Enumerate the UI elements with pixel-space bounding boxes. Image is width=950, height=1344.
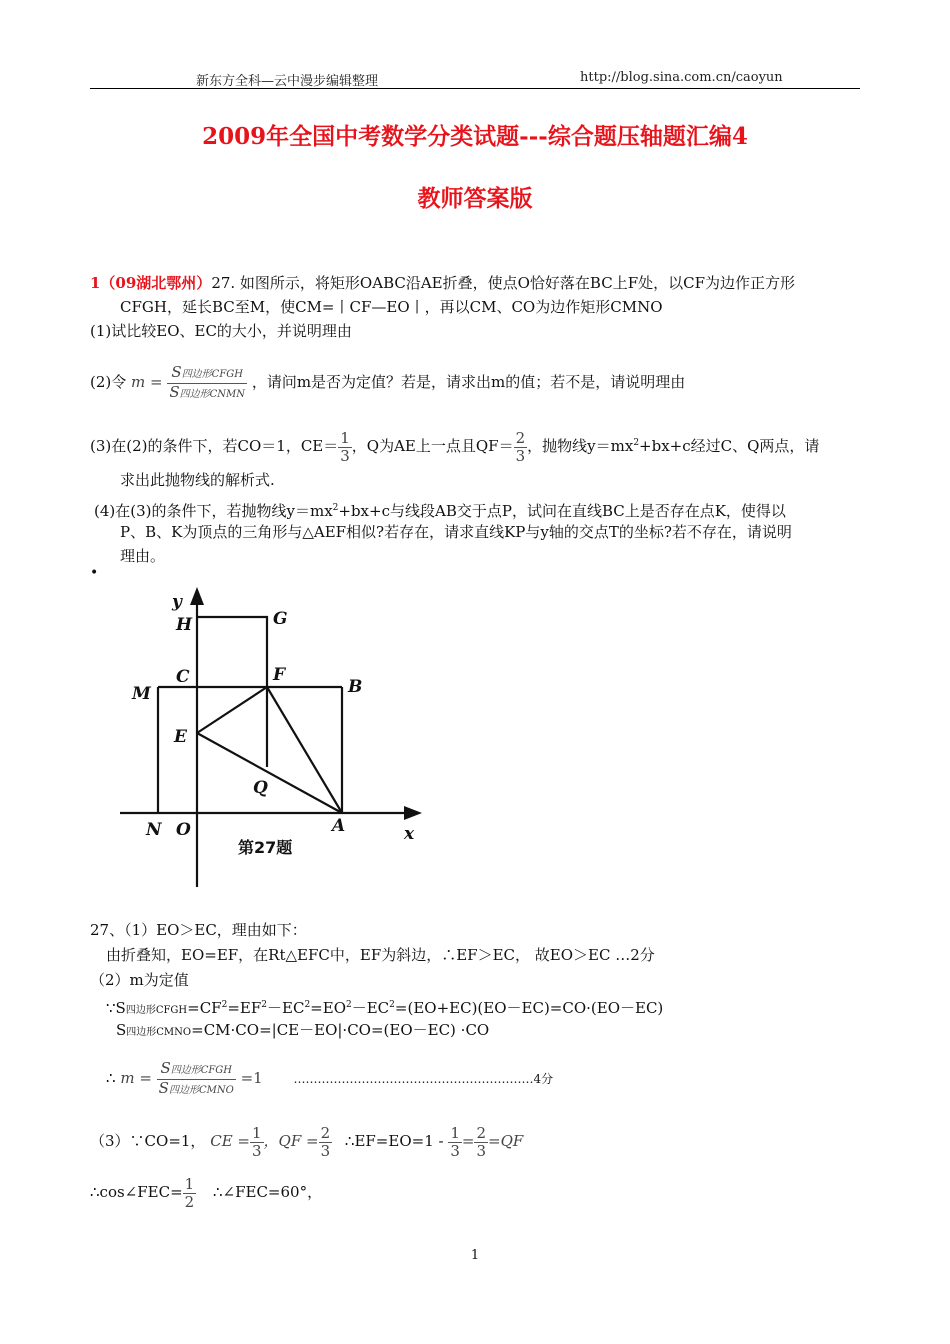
question-4-line3: 理由。 — [120, 547, 166, 565]
l8-f-d: 2 — [184, 1192, 195, 1211]
line-ef — [197, 687, 267, 733]
label-a: A — [332, 816, 346, 836]
q3-text-a: (3)在(2)的条件下，若CO＝1，CE＝ — [90, 437, 339, 455]
solution-line6 — [106, 1052, 553, 1105]
label-b: B — [348, 677, 363, 697]
l4-sub: 四边形CFGH — [125, 1005, 188, 1016]
l8-a: ∴cos∠FEC= — [90, 1183, 183, 1201]
y-axis-arrow — [190, 587, 204, 605]
frac-den-sub: 四边形CNMN — [179, 388, 246, 400]
q3-text-c: ，抛物线y＝mx — [527, 437, 634, 455]
geometry-figure — [110, 585, 440, 890]
q3-sup: 2 — [633, 438, 640, 448]
solution-line7 — [90, 1121, 523, 1161]
figure-caption: 第27题 — [238, 838, 293, 857]
l7-f4-n: 2 — [476, 1123, 487, 1142]
solution-line5 — [116, 1020, 489, 1043]
page-title: 2009年全国中考数学分类试题---综合题压轴题汇编4 — [202, 123, 748, 150]
x-axis-arrow — [404, 806, 422, 820]
frac-num-s: S — [171, 362, 182, 381]
question-1: (1)试比较EO、EC的大小，并说明理由 — [90, 322, 352, 340]
l6-eq: =1 — [240, 1069, 263, 1087]
label-x: x — [404, 824, 415, 844]
q3-f1-n: 1 — [340, 428, 350, 447]
question-2-prefix: (2)令 — [90, 373, 127, 391]
l4-e: =EO — [310, 999, 346, 1017]
l7-eq: = — [461, 1132, 475, 1150]
solution-line4 — [106, 995, 663, 1021]
l5-a: S — [116, 1021, 127, 1039]
l7-f3-d: 3 — [450, 1141, 460, 1160]
question-3-line2: 求出此抛物线的解析式. — [120, 471, 275, 489]
l6-m: m = — [120, 1069, 152, 1087]
problem-intro-line2: CFGH，延长BC至M，使CM=丨CF—EO丨，再以CM、CO为边作矩形CMNO — [120, 298, 663, 316]
line-fa — [267, 687, 342, 813]
question-4 — [94, 498, 786, 521]
q3-f2-d: 3 — [515, 446, 526, 465]
l4-s2: 2 — [261, 1000, 267, 1010]
solution-line8 — [90, 1172, 322, 1212]
label-c: C — [176, 667, 190, 687]
q4-text-a: (4)在(3)的条件下，若抛物线y＝mx — [94, 502, 333, 520]
l7-f4-d: 3 — [476, 1141, 487, 1160]
l6-num-s: S — [160, 1058, 171, 1077]
q3-frac-qf — [514, 430, 528, 465]
q4-text-b: +bx+c与线段AB交于点P，试问在直线BC上是否存在点K，使得以 — [338, 502, 786, 520]
problem-intro-text: 27. 如图所示，将矩形OABC沿AE折叠，使点O恰好落在BC上F处，以CF为边作正方形 — [211, 274, 795, 292]
solution-line3: （2）m为定值 — [90, 971, 189, 989]
l6-dots: ……………………………………………………4分 — [293, 1072, 554, 1086]
l8-b: ∴∠FEC=60°， — [212, 1183, 323, 1201]
l5-sub: 四边形CMNO — [126, 1027, 192, 1038]
square-cfgh — [197, 617, 267, 687]
header-left: 新东方全科—云中漫步编辑整理 — [196, 74, 379, 89]
l6-therefore: ∴ — [106, 1069, 116, 1087]
label-y: y — [172, 592, 182, 612]
bullet-mark: • — [90, 565, 99, 581]
label-h: H — [176, 615, 193, 635]
l8-f-n: 1 — [184, 1174, 195, 1193]
label-o: O — [176, 820, 191, 840]
l4-s4: 2 — [346, 1000, 352, 1010]
question-2-text: ，请问m是否为定值？若是，请求出m的值；若不是，请说明理由 — [251, 373, 686, 391]
l6-den-sub: 四边形CMNO — [168, 1084, 234, 1096]
l4-c: =EF — [227, 999, 262, 1017]
l7-f2-d: 3 — [320, 1141, 331, 1160]
label-n: N — [146, 820, 162, 840]
l7-frac4 — [474, 1125, 488, 1160]
label-m: M — [132, 684, 151, 704]
q3-frac-ce — [338, 430, 352, 465]
header-rule — [90, 88, 860, 89]
question-2-m: m = — [131, 373, 163, 391]
l6-den-s: S — [158, 1078, 169, 1097]
l7-f1-n: 1 — [251, 1123, 262, 1142]
l7-qf: ，QF = — [263, 1132, 319, 1150]
question-2-fraction — [167, 364, 247, 403]
label-f: F — [273, 665, 286, 685]
frac-den-s: S — [169, 382, 180, 401]
solution-line1: 27、（1）EO＞EC，理由如下： — [90, 921, 307, 939]
solution-line2: 由折叠知，EO=EF，在Rt△EFC中，EF为斜边，∴EF＞EC， 故EO＞EC …2分 — [106, 946, 655, 964]
l7-b: ∴EF=EO=1 - — [344, 1132, 444, 1150]
l6-num-sub: 四边形CFGH — [170, 1064, 233, 1076]
q3-text-b: ，Q为AE上一点且QF＝ — [351, 437, 514, 455]
l7-frac1 — [250, 1125, 264, 1160]
l7-a: （3）∵CO=1， — [90, 1132, 206, 1150]
l7-frac2 — [319, 1125, 333, 1160]
l4-a: ∵S — [106, 999, 126, 1017]
problem-intro-line1 — [90, 273, 795, 293]
l7-frac3 — [448, 1125, 462, 1160]
problem-source: 1（09湖北鄂州） — [90, 274, 212, 292]
page-subtitle: 教师答案版 — [417, 185, 533, 212]
label-q: Q — [253, 778, 268, 798]
line-ea — [197, 733, 342, 813]
page-number: 1 — [470, 1248, 480, 1263]
label-e: E — [174, 727, 187, 747]
l7-ce: CE = — [210, 1132, 250, 1150]
header-right: http://blog.sina.com.cn/caoyun — [580, 70, 783, 85]
l8-frac — [183, 1176, 197, 1211]
l5-b: =CM·CO=|CE－EO|·CO=(EO－EC) ·CO — [191, 1021, 490, 1039]
l4-s1: 2 — [221, 1000, 228, 1010]
l7-f3-n: 1 — [450, 1123, 460, 1142]
q4-sup: 2 — [332, 503, 339, 513]
frac-num-sub: 四边形CFGH — [181, 368, 243, 380]
label-g: G — [273, 609, 288, 629]
l4-s3: 2 — [304, 1000, 311, 1010]
l7-f2-n: 2 — [320, 1123, 331, 1142]
l4-b: =CF — [187, 999, 222, 1017]
q3-text-d: +bx+c经过C、Q两点，请 — [639, 437, 820, 455]
l4-s5: 2 — [389, 1000, 395, 1010]
question-3 — [90, 423, 819, 466]
question-2 — [90, 356, 685, 408]
l4-d: －EC — [267, 999, 305, 1017]
l4-f: －EC — [351, 999, 390, 1017]
question-4-line2: P、B、K为顶点的三角形与△AEF相似?若存在，请求直线KP与y轴的交点T的坐标?若不存在，请说明 — [120, 523, 792, 541]
q3-f1-d: 3 — [340, 446, 350, 465]
l4-g: =(EO+EC)(EO－EC)=CO·(EO－EC) — [394, 999, 664, 1017]
l7-end: =QF — [488, 1132, 524, 1150]
l7-f1-d: 3 — [251, 1141, 262, 1160]
q3-f2-n: 2 — [515, 428, 526, 447]
l6-fraction — [157, 1060, 236, 1099]
